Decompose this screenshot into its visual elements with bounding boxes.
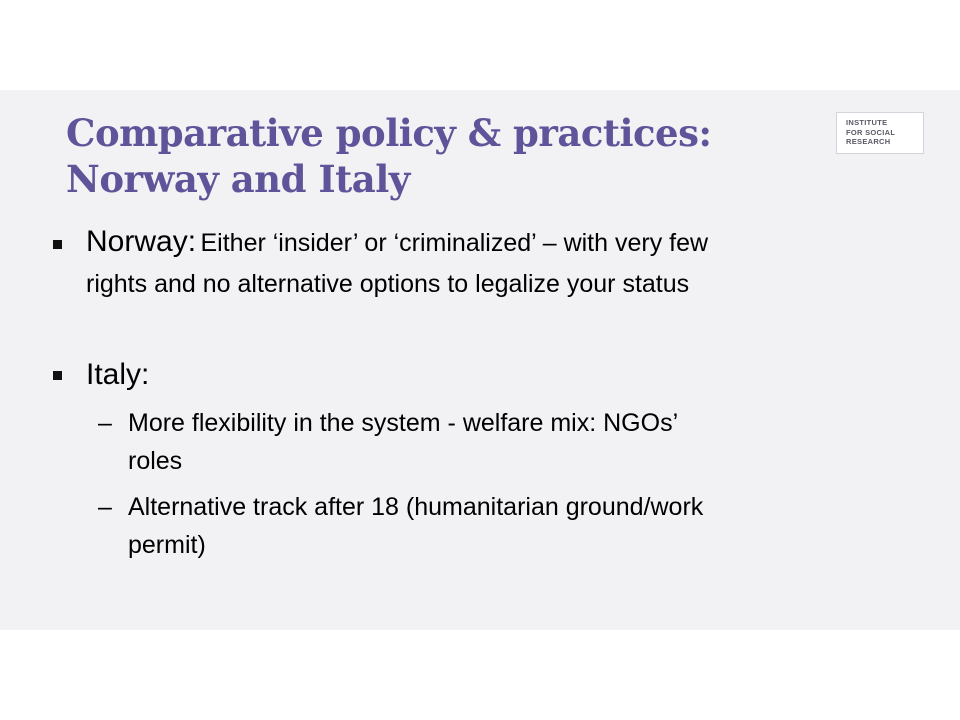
slide-title-line-1: Comparative policy & practices: [66, 111, 712, 155]
bullet-norway-text-1: Either ‘insider’ or ‘criminalized’ – with very few [200, 229, 709, 257]
bullet-italy-lead: Italy: [86, 358, 150, 391]
bullet-norway-line-2: rights and no alternative options to legalize your status [86, 270, 690, 298]
subitem-alternative-track-line-2: permit) [128, 531, 206, 559]
logo-line-1: INSTITUTE [846, 118, 888, 127]
dash-bullet-icon: – [98, 409, 112, 437]
subitem-alternative-track-line-1: Alternative track after 18 (humanitarian ground/work [128, 493, 704, 521]
dash-bullet-icon: – [98, 493, 112, 521]
bullet-norway-lead: Norway: [86, 225, 197, 258]
bullet-norway-line-1 [86, 225, 708, 259]
slide [0, 90, 960, 630]
subitem-flexibility-line-1: More flexibility in the system - welfare mix: NGOs’ [128, 409, 679, 437]
square-bullet-icon [53, 240, 62, 249]
logo-line-2: FOR SOCIAL [846, 127, 896, 137]
logo-line-3: RESEARCH [846, 137, 891, 146]
square-bullet-icon [53, 371, 62, 380]
slide-title [66, 110, 712, 202]
subitem-flexibility-line-2: roles [128, 447, 183, 475]
slide-title-line-2: Norway and Italy [66, 157, 410, 201]
institute-logo [836, 112, 924, 154]
